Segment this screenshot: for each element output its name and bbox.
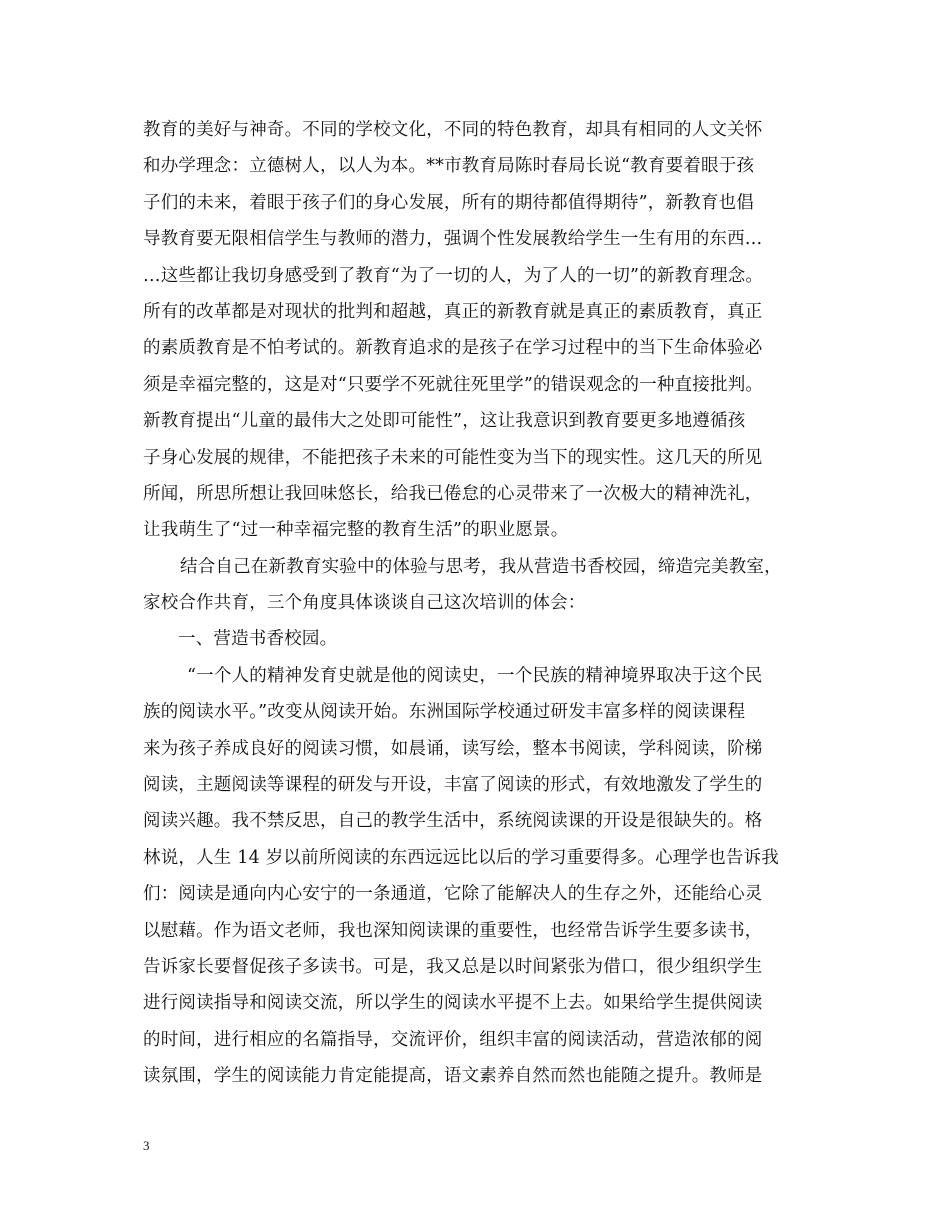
text-line: 们：阅读是通向内心安宁的一条通道，它除了能解决人的生存之外，还能给心灵	[143, 884, 763, 905]
text-line: 来为孩子养成良好的阅读习惯，如晨诵，读写绘，整本书阅读，学科阅读，阶梯	[143, 738, 763, 759]
paragraph-start-line: 结合自己在新教育实验中的体验与思考，我从营造书香校园，缔造完美教室，	[180, 556, 782, 577]
text-line: 阅读，主题阅读等课程的研发与开设，丰富了阅读的形式，有效地激发了学生的	[143, 775, 763, 796]
text-line: 家校合作共育，三个角度具体谈谈自己这次培训的体会：	[143, 593, 586, 614]
section-heading: 一、营造书香校园。	[178, 629, 338, 650]
text-line: 须是幸福完整的，这是对“只要学不死就往死里学”的错误观念的一种直接批判。	[143, 374, 764, 395]
text-line: 以慰藉。作为语文老师，我也深知阅读课的重要性，也经常告诉学生要多读书，	[143, 920, 763, 941]
text-line: 阅读兴趣。我不禁反思，自己的教学生活中，系统阅读课的开设是很缺失的。格	[143, 811, 763, 832]
text-line: 所闻，所思所想让我回味悠长，给我已倦怠的心灵带来了一次极大的精神洗礼，	[143, 483, 763, 504]
text-line: 的时间，进行相应的名篇指导，交流评价，组织丰富的阅读活动，营造浓郁的阅	[143, 1029, 763, 1050]
text-line: 让我萌生了“过一种幸福完整的教育生活”的职业愿景。	[143, 520, 569, 541]
text-line: 和办学理念：立德树人，以人为本。**市教育局陈时春局长说“教育要着眼于孩	[143, 156, 755, 177]
text-line: 教育的美好与神奇。不同的学校文化，不同的特色教育，却具有相同的人文关怀	[143, 120, 763, 140]
text-line: 导教育要无限相信学生与教师的潜力，强调个性发展教给学生一生有用的东西…	[143, 229, 763, 250]
text-line: 新教育提出“儿童的最伟大之处即可能性”，这让我意识到教育要更多地遵循孩	[143, 411, 746, 432]
text-line: 林说，人生 14 岁以前所阅读的东西远远比以后的学习重要得多。心理学也告诉我	[143, 847, 779, 868]
text-line: …这些都让我切身感受到了教育“为了一切的人，为了人的一切”的新教育理念。	[143, 265, 764, 286]
page-number: 3	[143, 1138, 150, 1153]
text-line: 进行阅读指导和阅读交流，所以学生的阅读水平提不上去。如果给学生提供阅读	[143, 993, 763, 1014]
text-line: 所有的改革都是对现状的批判和超越，真正的新教育就是真正的素质教育，真正	[143, 301, 763, 322]
body-text	[143, 112, 823, 1095]
text-line: 子身心发展的规律，不能把孩子未来的可能性变为当下的现实性。这几天的所见	[143, 447, 763, 468]
text-line: 读氛围，学生的阅读能力肯定能提高，语文素养自然而然也能随之提升。教师是	[143, 1066, 763, 1087]
text-line: 的素质教育是不怕考试的。新教育追求的是孩子在学习过程中的当下生命体验必	[143, 338, 763, 359]
text-line: 族的阅读水平。”改变从阅读开始。东洲国际学校通过研发丰富多样的阅读课程	[143, 702, 746, 723]
text-line: 告诉家长要督促孩子多读书。可是，我又总是以时间紧张为借口，很少组织学生	[143, 956, 763, 977]
paragraph-start-line: “一个人的精神发育史就是他的阅读史，一个民族的精神境界取决于这个民	[187, 665, 763, 686]
text-line: 子们的未来，着眼于孩子们的身心发展，所有的期待都值得期待”，新教育也倡	[143, 192, 754, 213]
